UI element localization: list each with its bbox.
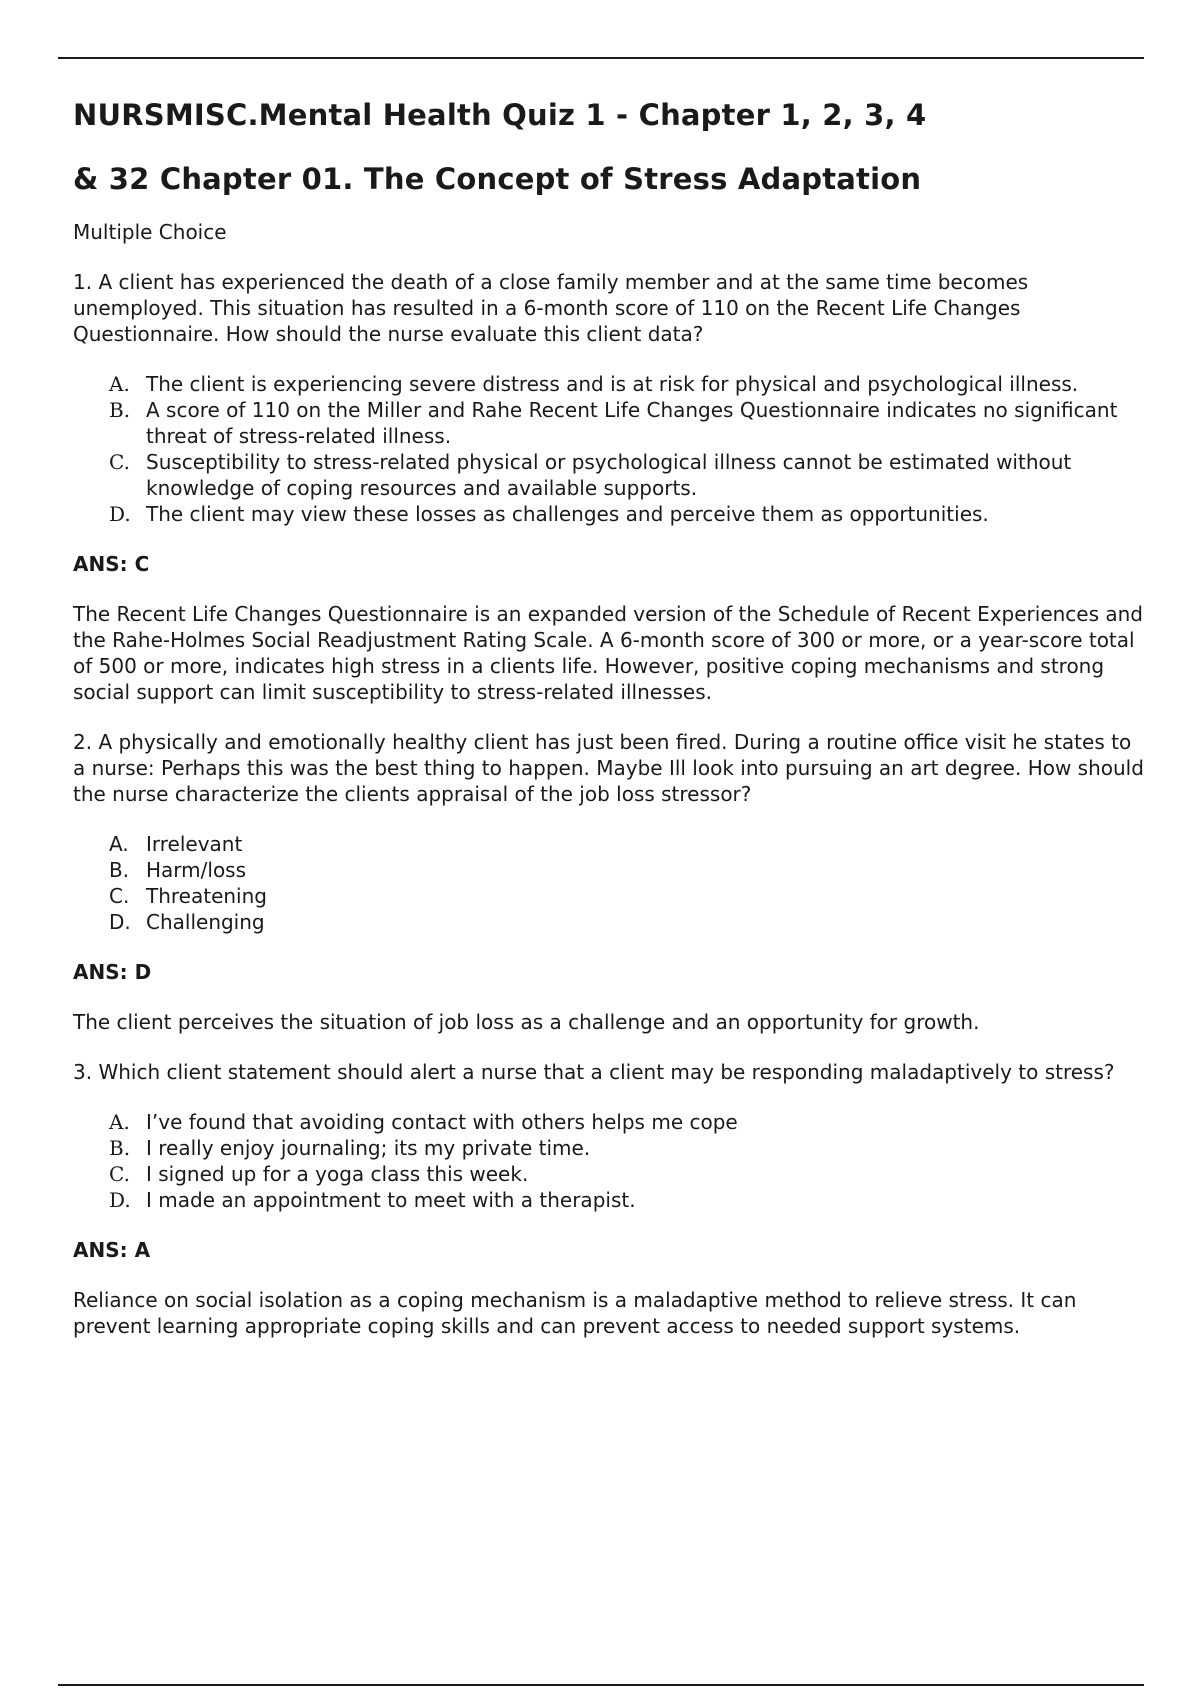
option-d — [109, 1187, 1145, 1213]
option-a — [109, 371, 1145, 397]
answer-options — [73, 831, 1145, 935]
document-page — [73, 95, 1145, 1339]
option-text: A score of 110 on the Miller and Rahe Recent Life Changes Questionnaire indicates no significant threat of stress-related illness. — [146, 398, 1118, 448]
rationale: Reliance on social isolation as a coping mechanism is a maladaptive method to relieve stress. It can prevent learning appropriate coping skills and can prevent access to needed support systems. — [73, 1288, 1077, 1338]
option-letter: A. — [109, 832, 129, 856]
option-text: I signed up for a yoga class this week. — [146, 1162, 529, 1186]
question-stem: 2. A physically and emotionally healthy client has just been fired. During a routine office visit he states to a nurse: Perhaps this was the best thing to happen. Maybe Ill look into pursuing an art degree. How should the nurse characterize the clients appraisal of the job loss stressor? — [73, 730, 1144, 806]
option-text: Susceptibility to stress-related physical or psychological illness cannot be estimated without knowledge of coping resources and available supports. — [146, 450, 1072, 500]
answer-options — [73, 1109, 1145, 1213]
option-a — [109, 831, 1145, 857]
option-letter: B. — [109, 398, 131, 422]
option-c — [109, 449, 1145, 501]
option-text: Harm/loss — [146, 858, 247, 882]
bottom-divider — [58, 1684, 1144, 1686]
answer-key: ANS: C — [73, 552, 150, 576]
option-b — [109, 857, 1145, 883]
option-letter: A. — [109, 1110, 130, 1134]
question-3 — [73, 1059, 1145, 1339]
answer-options — [73, 371, 1145, 527]
rationale: The Recent Life Changes Questionnaire is an expanded version of the Schedule of Recent Experiences and the Rahe-Holmes Social Readjustment Rating Scale. A 6-month score of 300 or more, or a year-score total of 500 or more, indicates high stress in a clients life. However, positive coping mechanisms and strong social support can limit susceptibility to stress-related illnesses. — [73, 602, 1143, 704]
option-text: The client is experiencing severe distress and is at risk for physical and psychological illness. — [146, 372, 1079, 396]
option-d — [109, 501, 1145, 527]
rationale: The client perceives the situation of job loss as a challenge and an opportunity for growth. — [73, 1010, 980, 1034]
option-a — [109, 1109, 1145, 1135]
option-text: The client may view these losses as challenges and perceive them as opportunities. — [146, 502, 989, 526]
top-divider — [58, 57, 1144, 59]
option-text: I really enjoy journaling; its my private time. — [146, 1136, 591, 1160]
option-b — [109, 397, 1145, 449]
option-text: I made an appointment to meet with a therapist. — [146, 1188, 636, 1212]
question-stem: 3. Which client statement should alert a nurse that a client may be responding maladaptively to stress? — [73, 1060, 1115, 1084]
option-text: I’ve found that avoiding contact with others helps me cope — [146, 1110, 738, 1134]
question-stem: 1. A client has experienced the death of a close family member and at the same time becomes unemployed. This situation has resulted in a 6-month score of 110 on the Recent Life Changes Questionnaire. How should the nurse evaluate this client data? — [73, 270, 1029, 346]
option-letter: B. — [109, 858, 130, 882]
answer-key: ANS: D — [73, 960, 152, 984]
option-d — [109, 909, 1145, 935]
option-c — [109, 883, 1145, 909]
option-text: Threatening — [146, 884, 267, 908]
answer-key: ANS: A — [73, 1238, 151, 1262]
page-title-line-2: & 32 Chapter 01. The Concept of Stress Adaptation — [73, 162, 922, 196]
option-letter: C. — [109, 450, 130, 474]
option-letter: D. — [109, 910, 131, 934]
option-letter: C. — [109, 1162, 130, 1186]
option-letter: D. — [109, 1188, 131, 1212]
option-letter: A. — [109, 372, 130, 396]
section-label: Multiple Choice — [73, 220, 227, 244]
question-1 — [73, 269, 1145, 705]
question-2 — [73, 729, 1145, 1035]
option-letter: B. — [109, 1136, 131, 1160]
option-letter: C. — [109, 884, 130, 908]
page-title-line-1: NURSMISC.Mental Health Quiz 1 - Chapter 1, 2, 3, 4 — [73, 98, 927, 132]
option-text: Irrelevant — [146, 832, 243, 856]
option-letter: D. — [109, 502, 131, 526]
option-b — [109, 1135, 1145, 1161]
option-text: Challenging — [146, 910, 265, 934]
option-c — [109, 1161, 1145, 1187]
